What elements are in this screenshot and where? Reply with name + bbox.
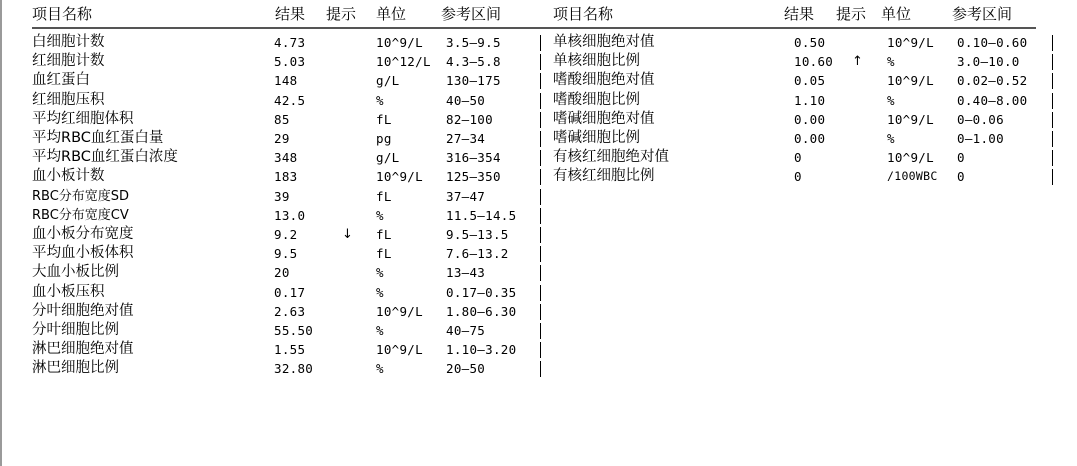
table-row[interactable] (541, 91, 1077, 110)
item-range: 13—43 (446, 265, 486, 281)
column-separator (1052, 131, 1053, 147)
table-row[interactable] (0, 225, 540, 244)
table-row[interactable] (0, 302, 540, 321)
column-separator (1052, 112, 1053, 128)
item-result: 0.00 (794, 111, 826, 127)
item-result: 0.17 (274, 284, 306, 300)
item-result: 4.73 (274, 35, 306, 50)
item-unit: % (376, 323, 384, 338)
item-unit: % (376, 284, 384, 300)
item-range: 9.5—13.5 (446, 227, 509, 242)
table-row[interactable] (541, 129, 1077, 148)
column-separator (540, 208, 541, 224)
item-unit: 10^9/L (887, 73, 934, 89)
item-unit: 10^9/L (376, 342, 423, 358)
table-row[interactable] (0, 321, 540, 340)
item-result: 148 (274, 73, 298, 89)
item-range: 130—175 (446, 73, 501, 89)
item-range: 0 (957, 150, 965, 166)
column-separator (540, 323, 541, 339)
arrow-down-icon: ↓ (342, 227, 353, 242)
header-divider (32, 27, 1036, 29)
item-result: 42.5 (274, 92, 306, 108)
table-row[interactable] (0, 359, 540, 378)
table-row[interactable] (0, 129, 540, 148)
item-name: RBC分布宽度SD (32, 188, 130, 204)
item-result: 20 (274, 265, 290, 281)
item-range: 316—354 (446, 150, 501, 166)
item-result: 348 (274, 150, 298, 166)
item-result: 32.80 (274, 361, 314, 377)
table-row[interactable] (0, 244, 540, 263)
item-unit: fL (376, 188, 392, 204)
item-range: 1.10—3.20 (446, 342, 517, 358)
item-range: 3.5—9.5 (446, 35, 501, 50)
item-result: 85 (274, 111, 290, 127)
column-separator (1052, 169, 1053, 185)
item-name: 平均RBC血红蛋白浓度 (32, 149, 178, 166)
item-name: 血小板分布宽度 (32, 226, 134, 242)
table-row[interactable] (541, 52, 1077, 71)
item-unit: fL (376, 111, 392, 127)
item-name: 平均RBC血红蛋白量 (32, 130, 164, 146)
column-separator (540, 361, 541, 377)
item-unit: 10^12/L (376, 54, 431, 70)
item-result: 0 (794, 169, 802, 185)
column-separator (540, 285, 541, 301)
item-result: 1.10 (794, 92, 826, 108)
item-name: 分叶细胞比例 (32, 322, 119, 338)
item-unit: 10^9/L (376, 35, 423, 50)
arrow-up-icon: ↑ (852, 54, 863, 70)
item-result: 10.60 (794, 54, 834, 70)
header-unit-left: 单位 (376, 5, 407, 23)
header-flag-right: 提示 (836, 5, 867, 23)
item-result: 0.00 (794, 131, 826, 146)
item-name: 红细胞计数 (32, 53, 105, 70)
item-name: 嗜酸细胞比例 (553, 91, 640, 108)
item-range: 125—350 (446, 169, 501, 185)
item-result: 1.55 (274, 342, 306, 358)
item-result: 9.2 (274, 227, 298, 242)
header-flag-left: 提示 (326, 5, 357, 23)
table-row[interactable] (541, 167, 1077, 186)
table-row[interactable] (0, 263, 540, 282)
item-unit: % (376, 265, 384, 281)
header-range-right: 参考区间 (952, 5, 1013, 23)
item-unit: /100WBC (887, 169, 938, 184)
table-row[interactable] (0, 167, 540, 186)
item-range: 0—0.06 (957, 111, 1004, 127)
table-row[interactable] (0, 187, 540, 206)
item-result: 0.05 (794, 73, 826, 89)
column-separator (540, 265, 541, 281)
item-range: 1.80—6.30 (446, 303, 517, 319)
column-separator (540, 227, 541, 243)
item-unit: fL (376, 227, 392, 242)
item-range: 37—47 (446, 188, 486, 204)
column-separator (540, 342, 541, 358)
item-name: RBC分布宽度CV (32, 207, 129, 223)
table-row[interactable] (541, 33, 1077, 52)
item-unit: % (376, 92, 384, 108)
header-name-right: 项目名称 (553, 5, 614, 23)
header-result-right: 结果 (784, 5, 815, 23)
item-result: 5.03 (274, 54, 306, 70)
item-unit: 10^9/L (376, 303, 423, 319)
item-name: 平均血小板体积 (32, 245, 134, 262)
item-range: 0 (957, 169, 965, 185)
header-unit-right: 单位 (881, 5, 912, 23)
table-row[interactable] (0, 52, 540, 71)
item-result: 29 (274, 131, 290, 146)
item-unit: g/L (376, 73, 400, 89)
column-separator (1052, 93, 1053, 109)
item-name: 大血小板比例 (32, 264, 119, 281)
item-range: 40—50 (446, 92, 486, 108)
item-name: 血小板计数 (32, 168, 105, 185)
header-name-left: 项目名称 (32, 5, 93, 23)
item-name: 嗜碱细胞比例 (553, 130, 640, 146)
table-row[interactable] (0, 110, 540, 129)
item-range: 7.6—13.2 (446, 246, 509, 262)
column-separator (1052, 35, 1053, 51)
item-unit: 10^9/L (887, 35, 934, 50)
item-name: 单核细胞绝对值 (553, 34, 655, 50)
column-separator (1052, 150, 1053, 166)
table-header (0, 0, 1077, 28)
item-name: 血红蛋白 (32, 72, 90, 89)
item-result: 0 (794, 150, 802, 166)
table-row[interactable] (0, 71, 540, 90)
item-name: 血小板压积 (32, 283, 105, 300)
item-range: 27—34 (446, 131, 486, 146)
item-name: 红细胞压积 (32, 91, 105, 108)
item-name: 单核细胞比例 (553, 53, 640, 70)
item-unit: % (376, 207, 384, 223)
item-name: 平均红细胞体积 (32, 110, 134, 127)
item-range: 4.3—5.8 (446, 54, 501, 70)
table-row[interactable] (0, 283, 540, 302)
item-result: 39 (274, 188, 290, 204)
item-range: 82—100 (446, 111, 493, 127)
item-name: 分叶细胞绝对值 (32, 302, 134, 319)
item-range: 0—1.00 (957, 131, 1004, 146)
item-result: 2.63 (274, 303, 306, 319)
item-unit: 10^9/L (376, 169, 423, 185)
item-name: 淋巴细胞比例 (32, 360, 119, 377)
item-name: 有核红细胞比例 (553, 168, 655, 185)
table-row[interactable] (0, 340, 540, 359)
item-range: 0.17—0.35 (446, 284, 517, 300)
column-separator (540, 304, 541, 320)
table-row[interactable] (0, 206, 540, 225)
item-unit: % (887, 131, 895, 146)
item-range: 40—75 (446, 323, 486, 338)
column-separator (1052, 73, 1053, 89)
table-row[interactable] (541, 110, 1077, 129)
item-name: 嗜碱细胞绝对值 (553, 110, 655, 127)
item-name: 淋巴细胞绝对值 (32, 341, 134, 358)
item-unit: pg (376, 131, 392, 146)
header-range-left: 参考区间 (441, 5, 502, 23)
item-result: 183 (274, 169, 298, 185)
table-row[interactable] (0, 33, 540, 52)
table-row[interactable] (541, 71, 1077, 90)
item-range: 3.0—10.0 (957, 54, 1020, 70)
item-unit: g/L (376, 150, 400, 166)
item-name: 白细胞计数 (32, 34, 105, 50)
table-row[interactable] (541, 148, 1077, 167)
item-result: 9.5 (274, 246, 298, 262)
item-range: 11.5—14.5 (446, 207, 517, 223)
column-separator (540, 189, 541, 205)
item-result: 0.50 (794, 35, 826, 50)
item-result: 55.50 (274, 323, 314, 338)
item-unit: 10^9/L (887, 111, 934, 127)
item-unit: % (887, 92, 895, 108)
table-row[interactable] (0, 148, 540, 167)
item-range: 20—50 (446, 361, 486, 377)
item-unit: % (887, 54, 895, 70)
item-name: 嗜酸细胞绝对值 (553, 72, 655, 89)
item-range: 0.10—0.60 (957, 35, 1028, 50)
item-unit: fL (376, 246, 392, 262)
item-range: 0.40—8.00 (957, 92, 1028, 108)
item-unit: 10^9/L (887, 150, 934, 166)
column-separator (540, 246, 541, 262)
column-separator (1052, 54, 1053, 70)
item-name: 有核红细胞绝对值 (553, 149, 669, 166)
header-result-left: 结果 (275, 5, 306, 23)
item-result: 13.0 (274, 207, 306, 223)
item-unit: % (376, 361, 384, 377)
item-range: 0.02—0.52 (957, 73, 1028, 89)
table-row[interactable] (0, 91, 540, 110)
